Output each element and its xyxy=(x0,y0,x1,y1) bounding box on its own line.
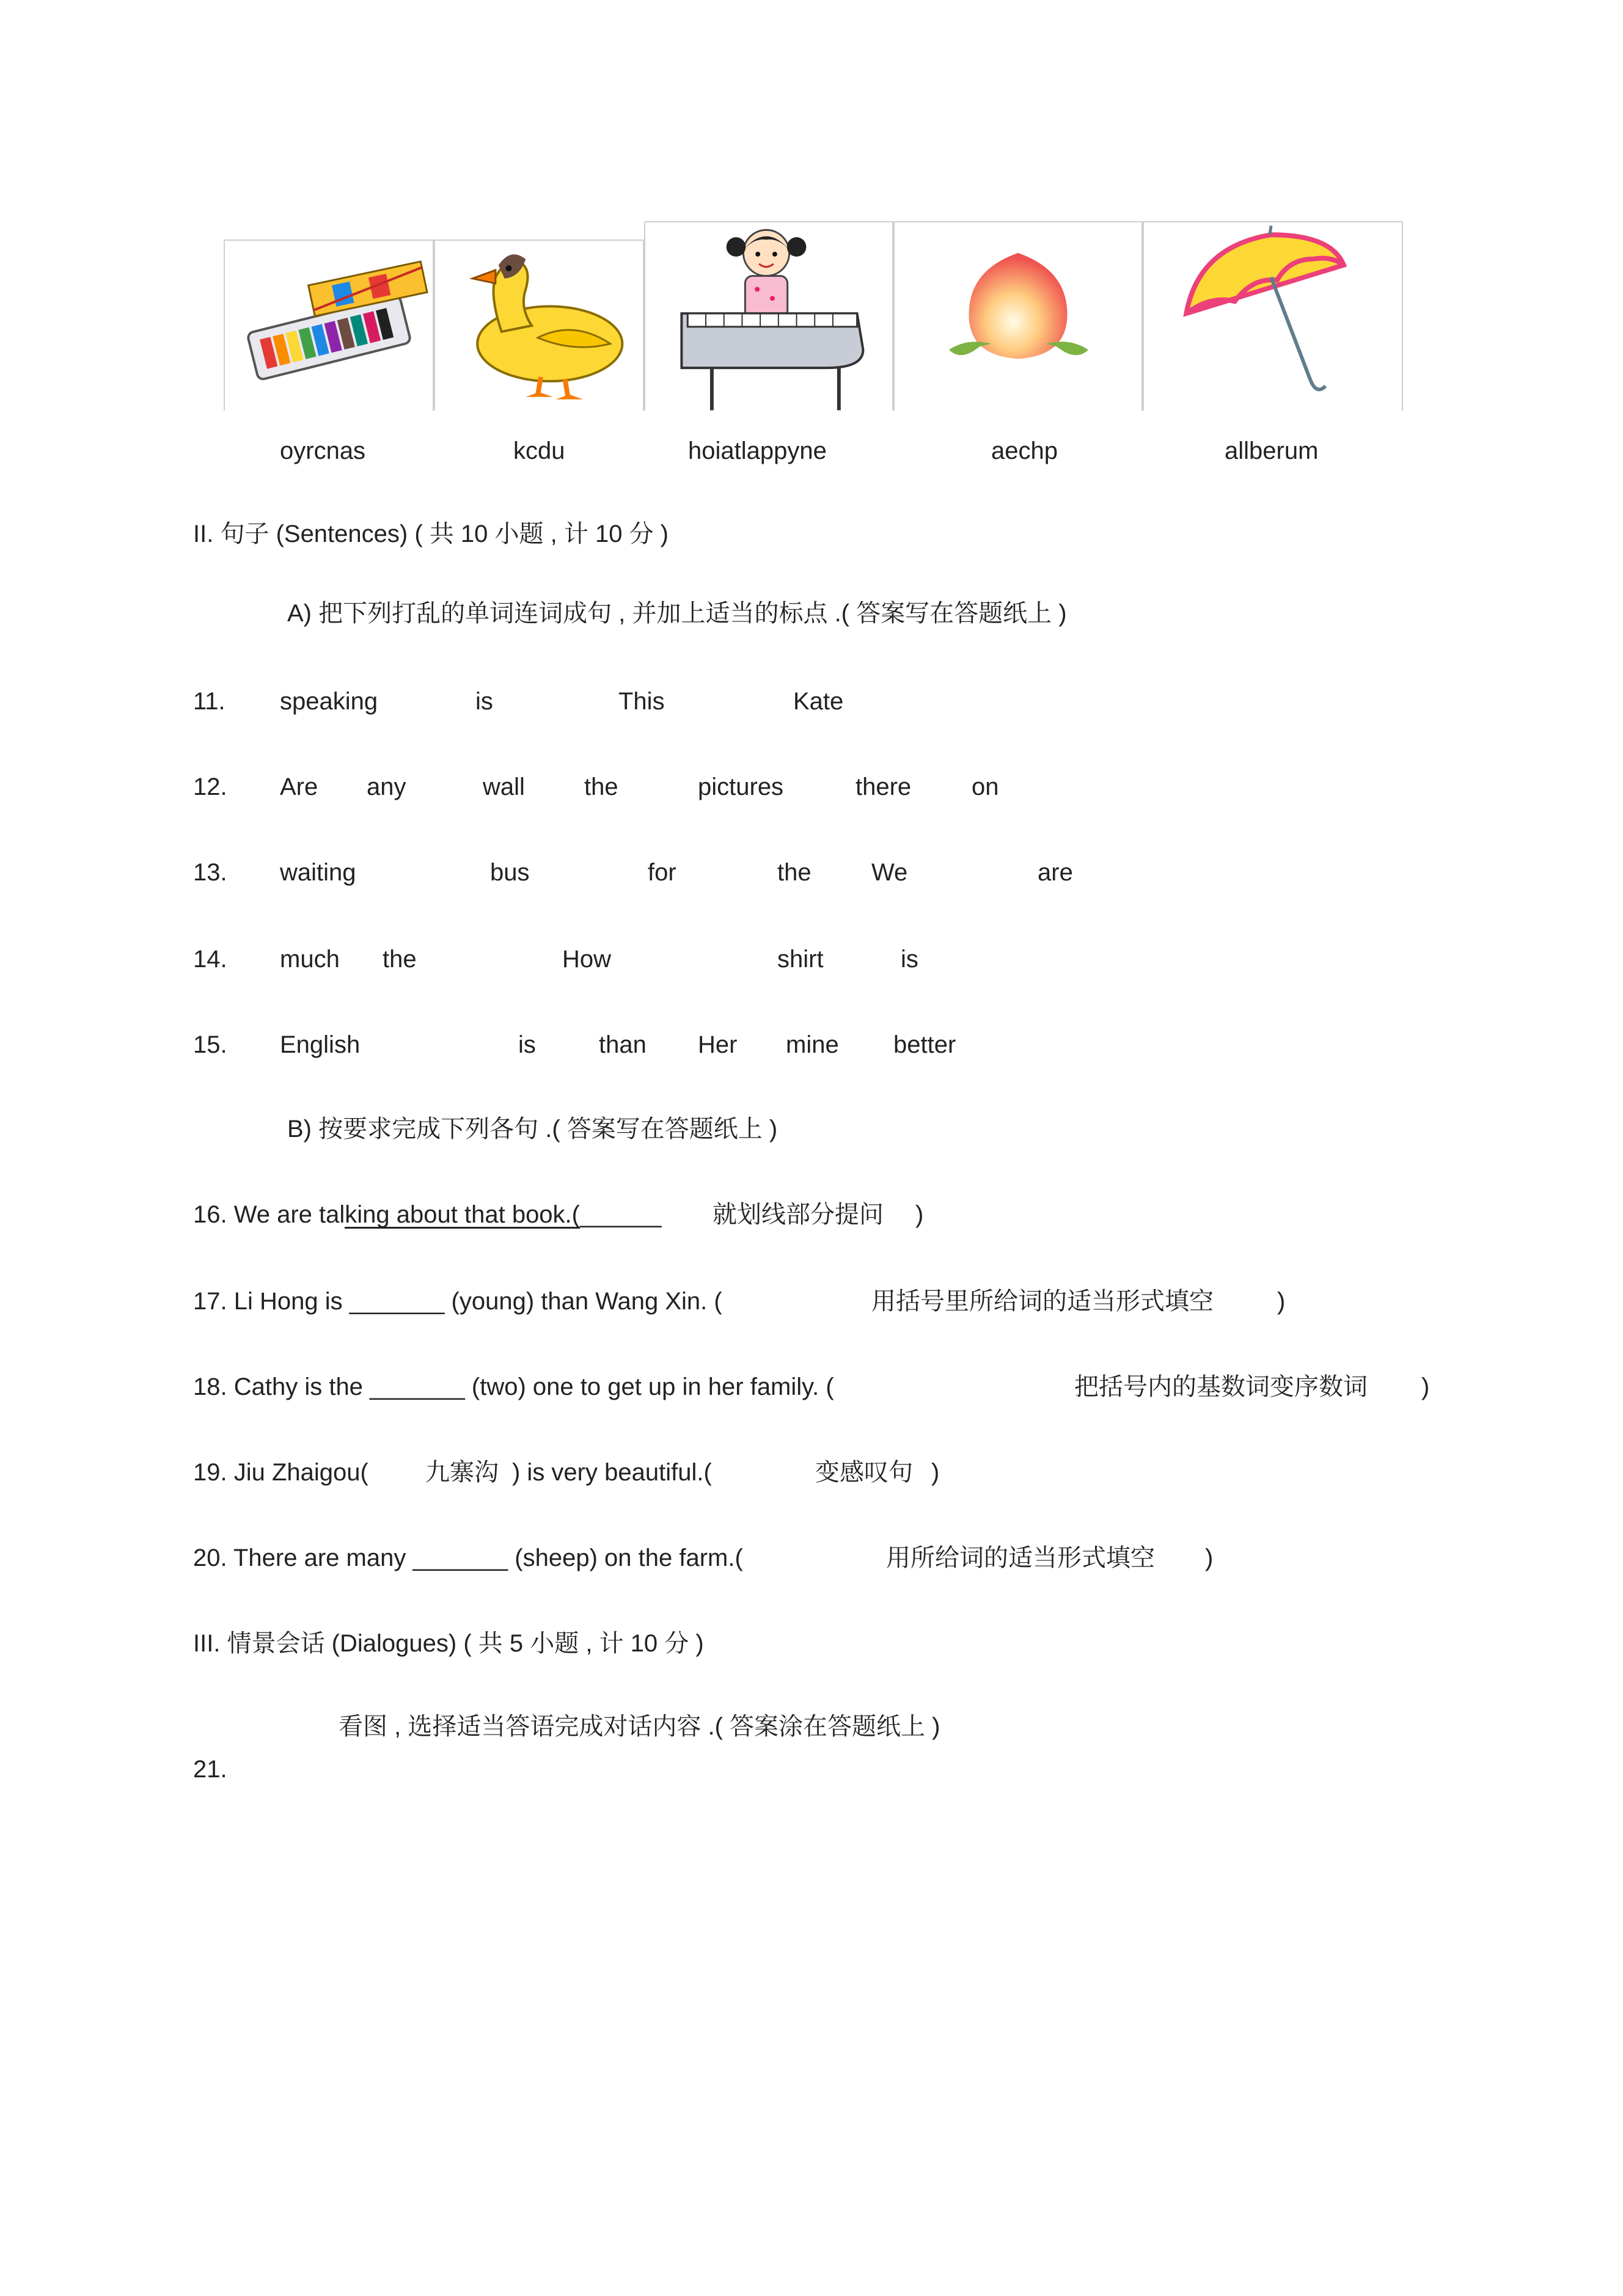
item-15-word: mine xyxy=(786,1031,839,1058)
part-b-instruction: B) 按要求完成下列各句 .( 答案写在答题纸上 ) xyxy=(287,1116,778,1143)
question-18-text: 18. Cathy is the _______ (two) one to get up in her family. ( xyxy=(193,1373,834,1400)
part-a-instruction: A) 把下列打乱的单词连词成句 , 并加上适当的标点 .( 答案写在答题纸上 ) xyxy=(287,600,1067,627)
picture-frame-peach xyxy=(893,221,1143,411)
item-12-number: 12. xyxy=(193,773,227,800)
picture-word-1: oyrcnas xyxy=(280,437,366,464)
item-12-word: the xyxy=(584,773,618,800)
item-13-word: We xyxy=(871,859,908,886)
item-12-word: any xyxy=(367,773,406,800)
item-14-word: much xyxy=(280,946,340,973)
question-16-close: ) xyxy=(915,1201,924,1228)
picture-word-3: hoiatlappyne xyxy=(688,437,827,464)
question-18-close: ) xyxy=(1421,1373,1430,1400)
item-11-word: speaking xyxy=(280,688,378,715)
item-14-number: 14. xyxy=(193,946,227,973)
crayon-box-icon xyxy=(225,241,433,411)
question-17-text: 17. Li Hong is _______ (young) than Wang Xin. ( xyxy=(193,1288,722,1315)
item-13-word: are xyxy=(1038,859,1073,886)
picture-frame-duck xyxy=(434,239,644,411)
item-11-word: This xyxy=(618,688,665,715)
item-15-number: 15. xyxy=(193,1031,227,1058)
duck-icon xyxy=(435,241,643,411)
item-14-word: is xyxy=(901,946,918,973)
item-12-word: on xyxy=(972,773,999,800)
item-15-word: better xyxy=(893,1031,956,1058)
item-13-word: the xyxy=(777,859,812,886)
item-12-word: pictures xyxy=(698,773,784,800)
section-3-instruction: 看图 , 选择适当答语完成对话内容 .( 答案涂在答题纸上 ) xyxy=(339,1713,940,1740)
item-12-word: there xyxy=(855,773,912,800)
picture-word-2: kcdu xyxy=(513,437,565,464)
question-16-underlined: king about that book.( xyxy=(345,1201,580,1228)
picture-word-5: allberum xyxy=(1225,437,1319,464)
item-14-word: the xyxy=(383,946,417,973)
item-11-word: Kate xyxy=(793,688,844,715)
question-19-note: 变感叹句 xyxy=(815,1459,913,1486)
peach-icon xyxy=(895,222,1141,411)
question-16-text: 16. We are tal xyxy=(193,1201,345,1228)
item-13-word: bus xyxy=(490,859,530,886)
question-16 xyxy=(193,1202,661,1229)
question-19-text-2: ) is very beautiful.( xyxy=(512,1459,712,1486)
question-19-chinese: 九寨沟 xyxy=(425,1459,499,1486)
item-14-word: shirt xyxy=(777,946,824,973)
item-13-number: 13. xyxy=(193,859,227,886)
item-11-number: 11. xyxy=(193,688,225,715)
item-15-word: is xyxy=(518,1031,536,1058)
item-15-word: English xyxy=(280,1031,361,1058)
section-3-heading: III. 情景会话 (Dialogues) ( 共 5 小题 , 计 10 分 ) xyxy=(193,1630,704,1657)
picture-frame-crayons xyxy=(224,239,434,411)
question-17-close: ) xyxy=(1277,1288,1286,1315)
item-12-word: Are xyxy=(280,773,318,800)
girl-playing-piano-icon xyxy=(645,222,892,411)
umbrella-icon xyxy=(1144,222,1402,411)
question-16-note: 就划线部分提问 xyxy=(713,1201,884,1228)
picture-word-4: aechp xyxy=(991,437,1058,464)
item-13-word: waiting xyxy=(280,859,356,886)
question-20-note: 用所给词的适当形式填空 xyxy=(886,1545,1155,1571)
question-17-note: 用括号里所给词的适当形式填空 xyxy=(871,1288,1214,1315)
section-2-heading: II. 句子 (Sentences) ( 共 10 小题 , 计 10 分 ) xyxy=(193,521,669,547)
question-20-text: 20. There are many _______ (sheep) on the farm.( xyxy=(193,1545,743,1571)
item-12-word: wall xyxy=(483,773,525,800)
item-15-word: than xyxy=(599,1031,647,1058)
question-18-note: 把括号内的基数词变序数词 xyxy=(1074,1373,1368,1400)
item-14-word: How xyxy=(562,946,612,973)
question-16-blank: ______ xyxy=(580,1201,662,1228)
item-13-word: for xyxy=(648,859,676,886)
question-19-close: ) xyxy=(931,1459,940,1486)
picture-frame-umbrella xyxy=(1143,221,1403,411)
item-21-number: 21. xyxy=(193,1756,227,1783)
item-11-word: is xyxy=(475,688,493,715)
picture-strip xyxy=(224,221,1403,411)
item-15-word: Her xyxy=(698,1031,738,1058)
question-19-text: 19. Jiu Zhaigou( xyxy=(193,1459,368,1486)
question-20-close: ) xyxy=(1205,1545,1214,1571)
picture-frame-piano xyxy=(644,221,893,411)
